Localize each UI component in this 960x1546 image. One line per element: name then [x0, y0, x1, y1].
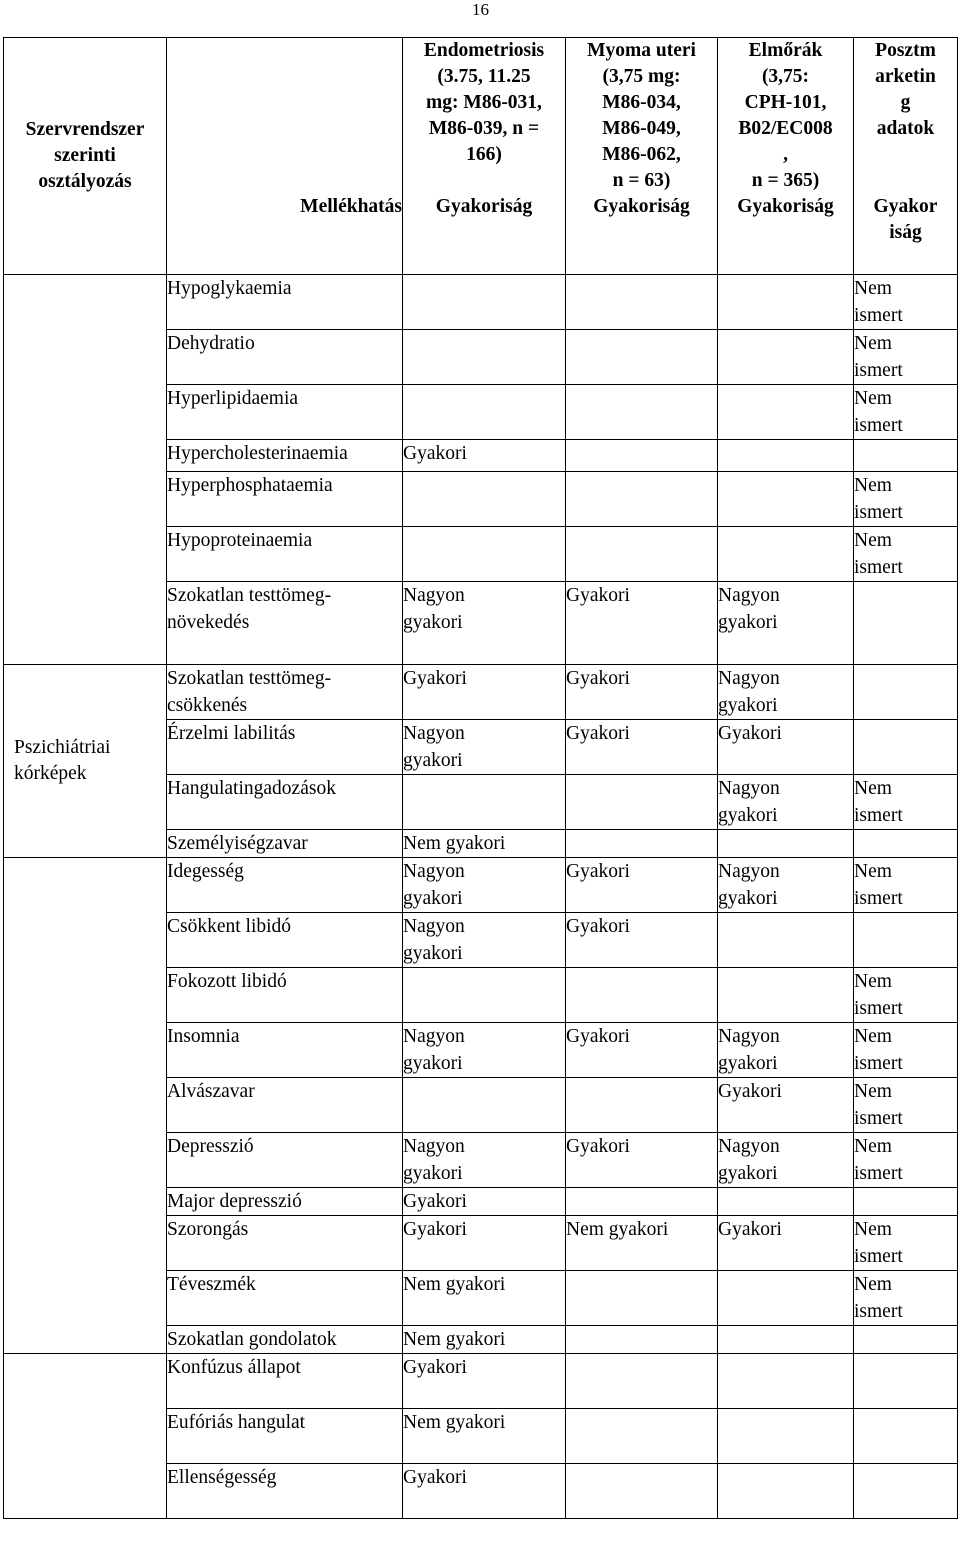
cell-line: g: [900, 92, 911, 113]
posztmarketing-value: [854, 830, 958, 858]
elmorak-value: [718, 1271, 854, 1326]
posztmarketing-value: [854, 472, 958, 527]
elmorak-value: [718, 527, 854, 582]
myoma-value: [566, 968, 718, 1023]
myoma-value: [566, 527, 718, 582]
endometriosis-value: [403, 440, 566, 472]
endometriosis-value: [403, 1326, 566, 1354]
myoma-value: [566, 720, 718, 775]
cell-line: ismert: [854, 360, 903, 381]
cell-line: Nagyon: [718, 861, 780, 882]
adverse-effect-name: [167, 830, 403, 858]
cell-line: Nem: [854, 778, 892, 799]
myoma-value: [566, 1023, 718, 1078]
cell-line: gyakori: [718, 695, 778, 716]
adverse-effect-name: [167, 720, 403, 775]
posztmarketing-value: [854, 775, 958, 830]
cell-line: Hypoproteinaemia: [167, 530, 313, 551]
table-row: [4, 1354, 958, 1409]
cell-line: Gyakori: [403, 1191, 467, 1212]
elmorak-value: [718, 1023, 854, 1078]
cell-line: Nagyon: [718, 585, 780, 606]
organ-class-blank: [4, 858, 167, 1354]
cell-line: Gyakori: [403, 1467, 467, 1488]
cell-line: CPH-101,: [744, 92, 827, 113]
adverse-effect-name: [167, 1133, 403, 1188]
cell-line: Hypercholesterinaemia: [167, 443, 348, 464]
endometriosis-value: [403, 720, 566, 775]
header-mellekhatas: Mellékhatás: [167, 194, 403, 275]
cell-line: B02/EC008: [738, 118, 833, 139]
cell-line: ismert: [854, 1246, 903, 1267]
myoma-value: [566, 1326, 718, 1354]
endometriosis-value: [403, 385, 566, 440]
adverse-effect-name: [167, 275, 403, 330]
myoma-value: [566, 775, 718, 830]
cell-line: csökkenés: [167, 695, 248, 716]
adverse-effect-name: [167, 440, 403, 472]
posztmarketing-value: [854, 440, 958, 472]
cell-line: Gyakori: [566, 916, 630, 937]
endometriosis-value: [403, 830, 566, 858]
header-blank: [167, 38, 403, 195]
adverse-effect-name: [167, 1326, 403, 1354]
cell-line: ismert: [854, 998, 903, 1019]
cell-line: ismert: [854, 502, 903, 523]
header-gyakorisag: Gyakoriság: [718, 194, 854, 275]
cell-line: Nem: [854, 1081, 892, 1102]
cell-line: Insomnia: [167, 1026, 240, 1047]
cell-line: Nem: [854, 530, 892, 551]
cell-line: gyakori: [403, 943, 463, 964]
elmorak-value: [718, 1354, 854, 1409]
endometriosis-value: [403, 1023, 566, 1078]
adverse-effect-name: [167, 1354, 403, 1409]
adverse-effect-name: [167, 1216, 403, 1271]
cell-line: gyakori: [718, 1053, 778, 1074]
cell-line: ismert: [854, 805, 903, 826]
adverse-effect-name: [167, 1188, 403, 1216]
endometriosis-value: [403, 330, 566, 385]
cell-line: gyakori: [403, 612, 463, 633]
cell-line: Nagyon: [403, 723, 465, 744]
cell-line: Nem: [854, 971, 892, 992]
myoma-value: [566, 1188, 718, 1216]
cell-line: Nem: [854, 1219, 892, 1240]
header-endometriosis: [403, 38, 566, 195]
cell-line: ismert: [854, 415, 903, 436]
cell-line: Nagyon: [718, 1136, 780, 1157]
posztmarketing-value: [854, 665, 958, 720]
cell-line: Posztm: [875, 40, 936, 61]
cell-line: Gyakori: [566, 861, 630, 882]
myoma-value: [566, 1078, 718, 1133]
cell-line: gyakori: [403, 1053, 463, 1074]
cell-line: 166): [466, 144, 502, 165]
cell-line: Nem: [854, 1136, 892, 1157]
cell-line: gyakori: [718, 612, 778, 633]
header-myoma: [566, 38, 718, 195]
endometriosis-value: [403, 1078, 566, 1133]
header-row: [4, 38, 958, 195]
header-gyakorisag-last: [854, 194, 958, 275]
cell-line: Elmőrák: [748, 40, 823, 61]
cell-line: (3.75, 11.25: [437, 66, 531, 87]
posztmarketing-value: [854, 582, 958, 665]
cell-line: Nem: [854, 388, 892, 409]
elmorak-value: [718, 1078, 854, 1133]
posztmarketing-value: [854, 1271, 958, 1326]
table-row: [4, 665, 958, 720]
cell-line: Ellenségesség: [167, 1467, 277, 1488]
posztmarketing-value: [854, 1216, 958, 1271]
cell-line: Szokatlan gondolatok: [167, 1329, 337, 1350]
posztmarketing-value: [854, 1464, 958, 1519]
endometriosis-value: [403, 1271, 566, 1326]
cell-line: ismert: [854, 1301, 903, 1322]
myoma-value: [566, 1216, 718, 1271]
elmorak-value: [718, 830, 854, 858]
page-number: 16: [472, 0, 489, 19]
myoma-value: [566, 1354, 718, 1409]
cell-line: ismert: [854, 1053, 903, 1074]
elmorak-value: [718, 582, 854, 665]
cell-line: ismert: [854, 1108, 903, 1129]
cell-line: Myoma uteri: [587, 40, 696, 61]
cell-line: Személyiségzavar: [167, 833, 308, 854]
adverse-effect-name: [167, 913, 403, 968]
cell-line: Depresszió: [167, 1136, 254, 1157]
elmorak-value: [718, 968, 854, 1023]
cell-line: Gyakori: [403, 1357, 467, 1378]
organ-class-blank: [4, 1354, 167, 1519]
myoma-value: [566, 1133, 718, 1188]
endometriosis-value: [403, 1464, 566, 1519]
cell-line: Gyakori: [718, 1081, 782, 1102]
endometriosis-value: [403, 1133, 566, 1188]
myoma-value: [566, 830, 718, 858]
cell-line: Gyakori: [403, 1219, 467, 1240]
cell-line: adatok: [876, 118, 935, 139]
cell-line: Gyakor: [873, 196, 938, 217]
cell-line: gyakori: [718, 805, 778, 826]
cell-line: arketin: [875, 66, 936, 87]
cell-line: ismert: [854, 557, 903, 578]
cell-line: Csökkent libidó: [167, 916, 292, 937]
myoma-value: [566, 385, 718, 440]
myoma-value: [566, 858, 718, 913]
posztmarketing-value: [854, 1326, 958, 1354]
cell-line: növekedés: [167, 612, 250, 633]
header-gyakorisag: Gyakoriság: [566, 194, 718, 275]
posztmarketing-value: [854, 913, 958, 968]
cell-line: Nagyon: [403, 1136, 465, 1157]
cell-line: Gyakori: [718, 1219, 782, 1240]
organ-class-psychiatric: [4, 665, 167, 858]
endometriosis-value: [403, 1216, 566, 1271]
myoma-value: [566, 582, 718, 665]
cell-line: osztályozás: [38, 171, 132, 192]
adverse-effect-name: [167, 665, 403, 720]
cell-line: Nem gyakori: [403, 1329, 506, 1350]
cell-line: Gyakori: [566, 723, 630, 744]
cell-line: gyakori: [718, 888, 778, 909]
posztmarketing-value: [854, 720, 958, 775]
myoma-value: [566, 472, 718, 527]
endometriosis-value: [403, 1188, 566, 1216]
cell-line: n = 365): [751, 170, 820, 191]
header-posztmarketing: [854, 38, 958, 195]
adverse-effect-name: [167, 858, 403, 913]
posztmarketing-value: [854, 527, 958, 582]
adverse-effect-name: [167, 1464, 403, 1519]
elmorak-value: [718, 472, 854, 527]
cell-line: Szokatlan testtömeg-: [167, 668, 332, 689]
adverse-effect-name: [167, 1023, 403, 1078]
cell-line: Alvászavar: [167, 1081, 255, 1102]
cell-line: Dehydratio: [167, 333, 255, 354]
elmorak-value: [718, 1188, 854, 1216]
cell-line: Idegesség: [167, 861, 244, 882]
cell-line: Nagyon: [718, 668, 780, 689]
adverse-effect-name: [167, 1409, 403, 1464]
cell-line: Fokozott libidó: [167, 971, 287, 992]
myoma-value: [566, 440, 718, 472]
cell-line: gyakori: [403, 888, 463, 909]
adverse-effect-name: [167, 1271, 403, 1326]
header-gyakorisag: Gyakoriság: [403, 194, 566, 275]
elmorak-value: [718, 1409, 854, 1464]
cell-line: Konfúzus állapot: [167, 1357, 301, 1378]
adverse-effects-table: [3, 37, 958, 1519]
cell-line: Hypoglykaemia: [167, 278, 292, 299]
cell-line: Gyakori: [718, 723, 782, 744]
table-row: [4, 858, 958, 913]
adverse-effect-name: [167, 472, 403, 527]
adverse-effect-name: [167, 527, 403, 582]
cell-line: Hangulatingadozások: [167, 778, 336, 799]
cell-line: ismert: [854, 1163, 903, 1184]
elmorak-value: [718, 1464, 854, 1519]
endometriosis-value: [403, 913, 566, 968]
cell-line: gyakori: [718, 1163, 778, 1184]
cell-line: gyakori: [403, 1163, 463, 1184]
myoma-value: [566, 1464, 718, 1519]
cell-line: M86-039, n =: [428, 118, 540, 139]
cell-line: Gyakori: [403, 668, 467, 689]
posztmarketing-value: [854, 1078, 958, 1133]
cell-line: Hyperphosphataemia: [167, 475, 333, 496]
myoma-value: [566, 275, 718, 330]
table-row: [4, 275, 958, 330]
posztmarketing-value: [854, 1133, 958, 1188]
header-organ-class: [4, 38, 167, 275]
posztmarketing-value: [854, 385, 958, 440]
cell-line: ,: [783, 144, 788, 165]
adverse-effect-name: [167, 385, 403, 440]
elmorak-value: [718, 665, 854, 720]
elmorak-value: [718, 775, 854, 830]
endometriosis-value: [403, 582, 566, 665]
elmorak-value: [718, 275, 854, 330]
posztmarketing-value: [854, 1354, 958, 1409]
cell-line: iság: [889, 222, 922, 243]
cell-line: Érzelmi labilitás: [167, 723, 296, 744]
adverse-effect-name: [167, 968, 403, 1023]
elmorak-value: [718, 913, 854, 968]
cell-line: (3,75:: [761, 66, 810, 87]
cell-line: mg: M86-031,: [426, 92, 542, 113]
header-elmorak: [718, 38, 854, 195]
elmorak-value: [718, 440, 854, 472]
cell-line: ismert: [854, 305, 903, 326]
cell-line: Téveszmék: [167, 1274, 256, 1295]
cell-line: Nem gyakori: [403, 1274, 506, 1295]
endometriosis-value: [403, 858, 566, 913]
posztmarketing-value: [854, 1188, 958, 1216]
cell-line: Nagyon: [403, 585, 465, 606]
cell-line: Szokatlan testtömeg-: [167, 585, 332, 606]
cell-line: Gyakori: [566, 1026, 630, 1047]
cell-line: Nem: [854, 278, 892, 299]
cell-line: kórképek: [14, 763, 87, 784]
myoma-value: [566, 330, 718, 385]
cell-line: Major depresszió: [167, 1191, 302, 1212]
cell-line: (3,75 mg:: [602, 66, 681, 87]
cell-line: Nem gyakori: [403, 1412, 506, 1433]
cell-line: szerinti: [54, 145, 116, 166]
myoma-value: [566, 913, 718, 968]
cell-line: Nagyon: [403, 916, 465, 937]
cell-line: n = 63): [612, 170, 671, 191]
elmorak-value: [718, 1133, 854, 1188]
endometriosis-value: [403, 1354, 566, 1409]
cell-line: Szervrendszer: [25, 119, 145, 140]
elmorak-value: [718, 330, 854, 385]
myoma-value: [566, 665, 718, 720]
endometriosis-value: [403, 968, 566, 1023]
cell-line: Eufóriás hangulat: [167, 1412, 306, 1433]
endometriosis-value: [403, 527, 566, 582]
posztmarketing-value: [854, 858, 958, 913]
myoma-value: [566, 1271, 718, 1326]
cell-line: Nagyon: [403, 1026, 465, 1047]
cell-line: M86-034,: [602, 92, 681, 113]
cell-line: Gyakori: [566, 585, 630, 606]
adverse-effect-name: [167, 582, 403, 665]
cell-line: Gyakori: [566, 668, 630, 689]
cell-line: Nem gyakori: [566, 1219, 669, 1240]
cell-line: Gyakori: [566, 1136, 630, 1157]
cell-line: Gyakori: [403, 443, 467, 464]
posztmarketing-value: [854, 1409, 958, 1464]
cell-line: Nem gyakori: [403, 833, 506, 854]
posztmarketing-value: [854, 330, 958, 385]
posztmarketing-value: [854, 1023, 958, 1078]
cell-line: Nem: [854, 1026, 892, 1047]
cell-line: Szorongás: [167, 1219, 249, 1240]
cell-line: Nem: [854, 861, 892, 882]
cell-line: Pszichiátriai: [14, 737, 111, 758]
cell-line: Nem: [854, 1274, 892, 1295]
cell-line: gyakori: [403, 750, 463, 771]
cell-line: Nem: [854, 333, 892, 354]
elmorak-value: [718, 858, 854, 913]
endometriosis-value: [403, 472, 566, 527]
cell-line: Nem: [854, 475, 892, 496]
endometriosis-value: [403, 1409, 566, 1464]
adverse-effect-name: [167, 1078, 403, 1133]
elmorak-value: [718, 385, 854, 440]
cell-line: Endometriosis: [423, 40, 545, 61]
adverse-effect-name: [167, 330, 403, 385]
myoma-value: [566, 1409, 718, 1464]
cell-line: Hyperlipidaemia: [167, 388, 299, 409]
cell-line: Nagyon: [718, 778, 780, 799]
adverse-effect-name: [167, 775, 403, 830]
cell-line: Nagyon: [718, 1026, 780, 1047]
organ-class-blank: [4, 275, 167, 665]
cell-line: M86-062,: [602, 144, 681, 165]
posztmarketing-value: [854, 968, 958, 1023]
cell-line: Nagyon: [403, 861, 465, 882]
endometriosis-value: [403, 275, 566, 330]
elmorak-value: [718, 1326, 854, 1354]
cell-line: M86-049,: [602, 118, 681, 139]
elmorak-value: [718, 720, 854, 775]
endometriosis-value: [403, 665, 566, 720]
cell-line: ismert: [854, 888, 903, 909]
posztmarketing-value: [854, 275, 958, 330]
endometriosis-value: [403, 775, 566, 830]
elmorak-value: [718, 1216, 854, 1271]
